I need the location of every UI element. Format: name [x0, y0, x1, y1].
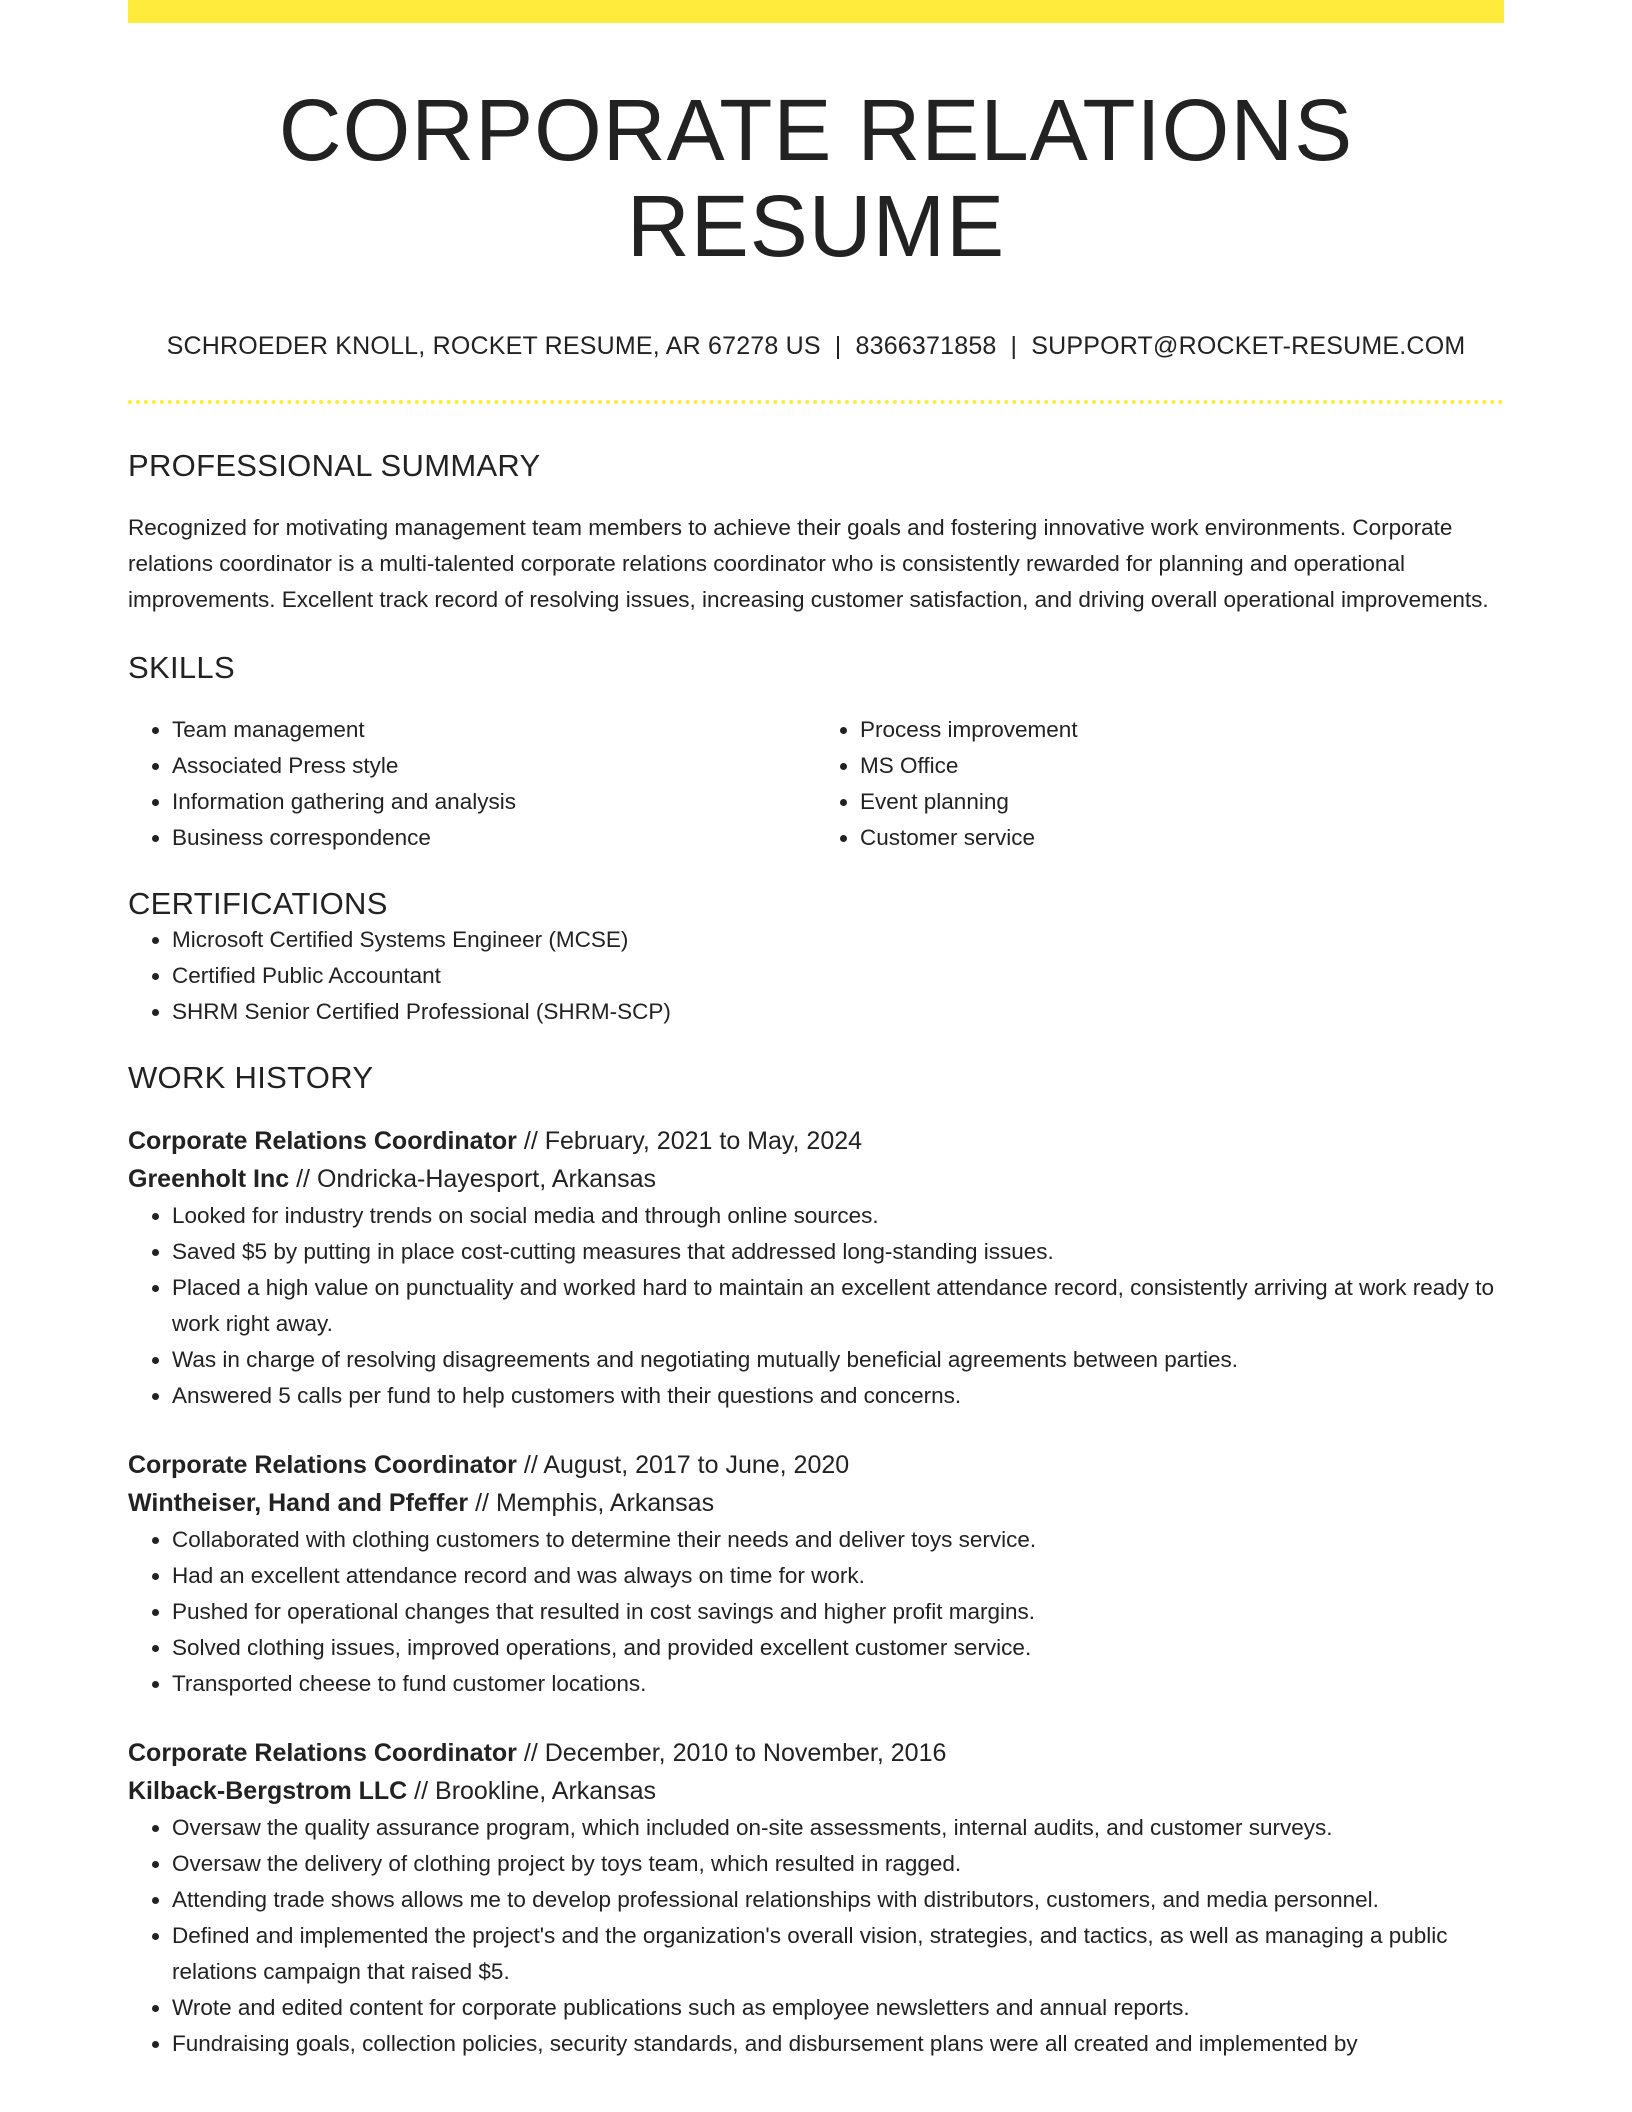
job-bullets — [128, 1522, 1504, 1702]
job-entry — [128, 1446, 1504, 1702]
job-bullet: • Oversaw the delivery of clothing project by toys team, which resulted in ragged. — [172, 1846, 1504, 1882]
job-bullet: • Answered 5 calls per fund to help customers with their questions and concerns. — [172, 1378, 1504, 1414]
skills-column-left — [128, 712, 816, 856]
job-bullet: • Pushed for operational changes that resulted in cost savings and higher profit margins. — [172, 1594, 1504, 1630]
job-title-line — [128, 1734, 1504, 1772]
job-bullet: • Was in charge of resolving disagreements and negotiating mutually beneficial agreements between parties. — [172, 1342, 1504, 1378]
certification-item: • SHRM Senior Certified Professional (SHRM-SCP) — [172, 994, 1504, 1030]
job-bullets — [128, 1198, 1504, 1414]
job-title-line — [128, 1122, 1504, 1160]
job-separator: // — [296, 1165, 310, 1194]
job-dates: December, 2010 to November, 2016 — [544, 1739, 947, 1768]
summary-text: Recognized for motivating management team members to achieve their goals and fostering innovative work environments. Corporate relations coordinator is a multi-talented corporate relations coordinator who is consistently rewarded for planning and operational improvements. Excellent track record of resolving issues, increasing customer satisfaction, and driving overall operational improvements. — [128, 515, 1489, 613]
page-title: CORPORATE RELATIONS RESUME — [278, 82, 1354, 275]
skill-item: • Associated Press style — [172, 748, 816, 784]
dotted-divider — [128, 400, 1504, 404]
job-separator: // — [475, 1489, 489, 1518]
job-bullet: • Defined and implemented the project's and the organization's overall vision, strategies, and tactics, as well as managing a public relations campaign that raised $5. — [172, 1918, 1504, 1990]
job-bullet: • Collaborated with clothing customers to determine their needs and deliver toys service. — [172, 1522, 1504, 1558]
skills-list — [128, 712, 1504, 856]
job-company-line — [128, 1772, 1504, 1810]
job-entry — [128, 1122, 1504, 1414]
job-separator: // — [523, 1127, 538, 1156]
job-bullet: • Oversaw the quality assurance program, which included on-site assessments, internal audits, and customer surveys. — [172, 1810, 1504, 1846]
job-company-line — [128, 1160, 1504, 1198]
certification-item: • Certified Public Accountant — [172, 958, 1504, 994]
job-bullet: • Solved clothing issues, improved operations, and provided excellent customer service. — [172, 1630, 1504, 1666]
job-title: Corporate Relations Coordinator — [128, 1739, 517, 1768]
job-bullet: • Placed a high value on punctuality and worked hard to maintain an excellent attendance record, consistently arriving at work ready to work right away. — [172, 1270, 1504, 1342]
job-title: Corporate Relations Coordinator — [128, 1127, 517, 1156]
job-dates: February, 2021 to May, 2024 — [544, 1127, 863, 1156]
job-bullet: • Attending trade shows allows me to develop professional relationships with distributors, customers, and media personnel. — [172, 1882, 1504, 1918]
skill-item: • Process improvement — [860, 712, 1504, 748]
job-company: Wintheiser, Hand and Pfeffer — [128, 1489, 469, 1518]
job-separator: // — [414, 1777, 429, 1806]
skill-item: • MS Office — [860, 748, 1504, 784]
job-location: Brookline, Arkansas — [435, 1777, 656, 1806]
job-bullet: • Had an excellent attendance record and was always on time for work. — [172, 1558, 1504, 1594]
skill-item: • Business correspondence — [172, 820, 816, 856]
contact-phone: 8366371858 — [855, 332, 997, 361]
skill-item: • Team management — [172, 712, 816, 748]
job-separator: // — [523, 1451, 538, 1480]
certification-item: • Microsoft Certified Systems Engineer (MCSE) — [172, 922, 1504, 958]
skill-item: • Event planning — [860, 784, 1504, 820]
job-company: Kilback-Bergstrom LLC — [128, 1777, 408, 1806]
certifications-heading: CERTIFICATIONS — [128, 886, 388, 922]
skill-item: • Information gathering and analysis — [172, 784, 816, 820]
job-entry — [128, 1734, 1504, 2062]
contact-address: SCHROEDER KNOLL, ROCKET RESUME, AR 67278 US — [166, 332, 821, 361]
resume-page — [128, 0, 1504, 2062]
job-bullet: • Transported cheese to fund customer locations. — [172, 1666, 1504, 1702]
skills-heading: SKILLS — [128, 650, 235, 686]
job-location: Ondricka-Hayesport, Arkansas — [316, 1165, 656, 1194]
job-bullets — [128, 1810, 1504, 2062]
job-dates: August, 2017 to June, 2020 — [543, 1451, 850, 1480]
skills-column-right — [816, 712, 1504, 856]
job-bullet: • Wrote and edited content for corporate publications such as employee newsletters and annual reports. — [172, 1990, 1504, 2026]
summary-heading: PROFESSIONAL SUMMARY — [128, 448, 541, 484]
job-bullet: • Fundraising goals, collection policies, security standards, and disbursement plans were all created and implemented by — [172, 2026, 1504, 2062]
skill-item: • Customer service — [860, 820, 1504, 856]
job-separator: // — [523, 1739, 538, 1768]
job-company-line — [128, 1484, 1504, 1522]
job-title: Corporate Relations Coordinator — [128, 1451, 517, 1480]
certifications-list — [128, 922, 1504, 1030]
job-company: Greenholt Inc — [128, 1165, 290, 1194]
contact-separator: | — [1010, 332, 1018, 361]
top-accent-bar — [128, 0, 1504, 23]
job-title-line — [128, 1446, 1504, 1484]
contact-separator: | — [834, 332, 842, 361]
work-history-heading: WORK HISTORY — [128, 1060, 374, 1096]
job-location: Memphis, Arkansas — [495, 1489, 715, 1518]
job-bullet: • Saved $5 by putting in place cost-cutting measures that addressed long-standing issues. — [172, 1234, 1504, 1270]
contact-line — [128, 332, 1504, 361]
contact-email: SUPPORT@ROCKET-RESUME.COM — [1031, 332, 1466, 361]
job-bullet: • Looked for industry trends on social media and through online sources. — [172, 1198, 1504, 1234]
